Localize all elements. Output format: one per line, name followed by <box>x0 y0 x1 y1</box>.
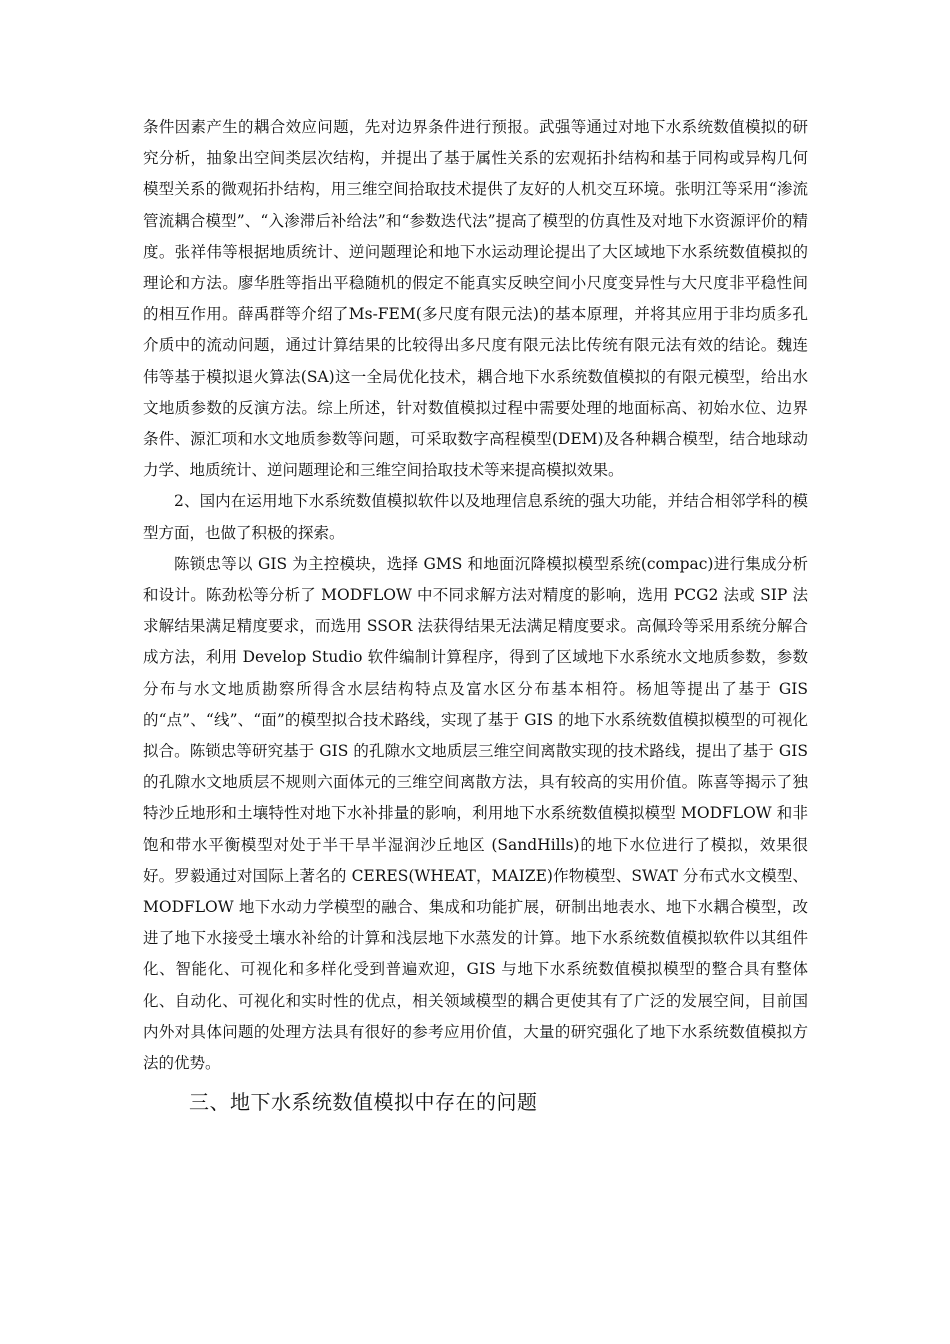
document-page <box>143 112 808 1122</box>
section-heading: 三、地下水系统数值模拟中存在的问题 <box>189 1090 538 1115</box>
body-paragraph-point-2: 2、国内在运用地下水系统数值模拟软件以及地理信息系统的强大功能，并结合相邻学科的模型方面，也做了积极的探索。 <box>143 492 808 542</box>
body-paragraph-gis-integration: 陈锁忠等以 GIS 为主控模块，选择 GMS 和地面沉降模拟模型系统(compac)进行集成分析和设计。陈劲松等分析了 MODFLOW 中不同求解方法对精度的影响，选用 PCG2 法或 SIP 法求解结果满足精度要求，而选用 SSOR 法获得结果无法满足精度要求。高佩玲等采用系统分解合成方法，利用 Develop Studio 软件编制计算程序，得到了区域地下水系统水文地质参数，参数分布与水文地质勘察所得含水层结构特点及富水区分布基本相符。杨旭等提出了基于 GIS 的“点”、“线”、“面”的模型拟合技术路线，实现了基于 GIS 的地下水系统数值模拟模型的可视化拟合。陈锁忠等研究基于 GIS 的孔隙水文地质层三维空间离散实现的技术路线，提出了基于 GIS 的孔隙水文地质层不规则六面体元的三维空间离散方法，具有较高的实用价值。陈喜等揭示了独特沙丘地形和土壤特性对地下水补排量的影响，利用地下水系统数值模拟模型 MODFLOW 和非饱和带水平衡模型对处于半干旱半湿润沙丘地区 (SandHills)的地下水位进行了模拟，效果很好。罗毅通过对国际上著名的 CERES(WHEAT，MAIZE)作物模型、SWAT 分布式水文模型、MODFLOW 地下水动力学模型的融合、集成和功能扩展，研制出地表水、地下水耦合模型，改进了地下水接受土壤水补给的计算和浅层地下水蒸发的计算。地下水系统数值模拟软件以其组件化、智能化、可视化和多样化受到普遍欢迎，GIS 与地下水系统数值模拟模型的整合具有整体化、自动化、可视化和实时性的优点，相关领域模型的耦合更使其有了广泛的发展空间，目前国内外对具体问题的处理方法具有很好的参考应用价值，大量的研究强化了地下水系统数值模拟方法的优势。 <box>143 554 808 1073</box>
body-paragraph-continued: 条件因素产生的耦合效应问题，先对边界条件进行预报。武强等通过对地下水系统数值模拟的研究分析，抽象出空间类层次结构，并提出了基于属性关系的宏观拓扑结构和基于同构或异构几何模型关系的微观拓扑结构，用三维空间拾取技术提供了友好的人机交互环境。张明江等采用“渗流管流耦合模型”、“入渗滞后补给法”和“参数迭代法”提高了模型的仿真性及对地下水资源评价的精度。张祥伟等根据地质统计、逆问题理论和地下水运动理论提出了大区域地下水系统数值模拟的理论和方法。廖华胜等指出平稳随机的假定不能真实反映空间小尺度变异性与大尺度非平稳性间的相互作用。薛禹群等介绍了Ms-FEM(多尺度有限元法)的基本原理，并将其应用于非均质多孔介质中的流动问题，通过计算结果的比较得出多尺度有限元法比传统有限元法有效的结论。魏连伟等基于模拟退火算法(SA)这一全局优化技术，耦合地下水系统数值模拟的有限元模型，给出水文地质参数的反演方法。综上所述，针对数值模拟过程中需要处理的地面标高、初始水位、边界条件、源汇项和水文地质参数等问题，可采取数字高程模型(DEM)及各种耦合模型，结合地球动力学、地质统计、逆问题理论和三维空间拾取技术等来提高模拟效果。 <box>143 118 808 480</box>
